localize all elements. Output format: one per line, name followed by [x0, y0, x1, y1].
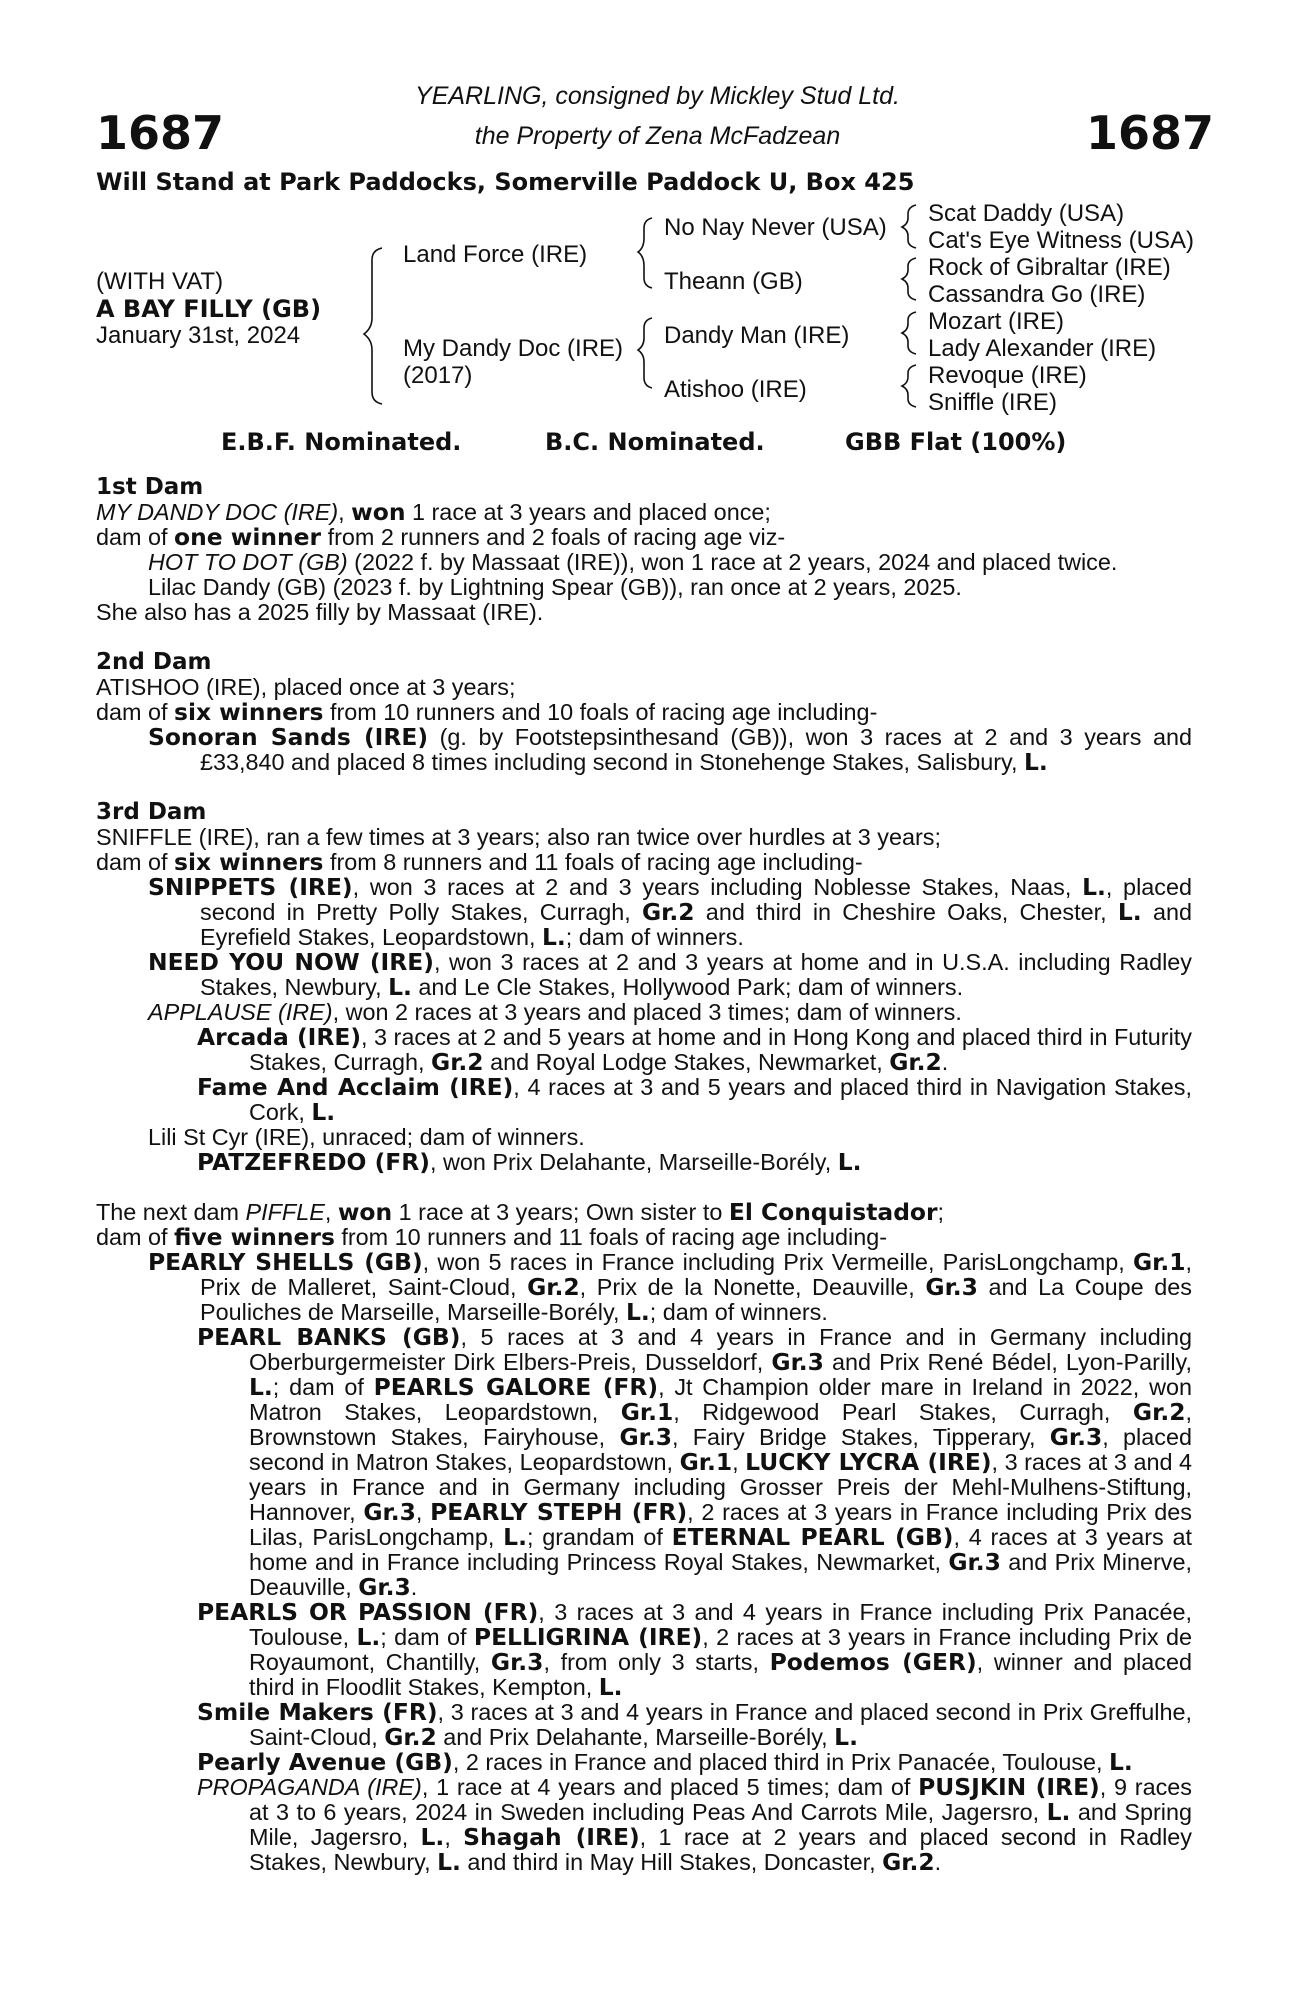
foal-entry: She also has a 2025 filly by Massaat (IRE).	[96, 599, 544, 625]
pedigree-sss: Scat Daddy (USA)	[928, 200, 1125, 227]
pedigree-ddd: Sniffle (IRE)	[928, 389, 1057, 416]
progeny-entry: PEARLY SHELLS (GB), won 5 races in France including Prix Vermeille, ParisLongchamp, Gr.1, Prix de Malleret, Saint-Cloud, Gr.2, Prix de la Nonette, Deauville, Gr.3 and La Coupe des Pouliches de Marseille, Marseille-Borély, L.; dam of winners.	[148, 1248, 1192, 1326]
catalogue-body	[96, 475, 1192, 1875]
pedigree-dsd: Lady Alexander (IRE)	[928, 335, 1157, 362]
pedigree-dam: My Dandy Doc (IRE)	[403, 335, 624, 362]
first-dam-heading: 1st Dam	[96, 474, 204, 500]
lot-number-left: 1687	[96, 106, 225, 160]
horse-name: A BAY FILLY (GB)	[96, 295, 322, 323]
pedigree-dds: Revoque (IRE)	[928, 362, 1087, 389]
second-dam-para: ATISHOO (IRE), placed once at 3 years; dam of six winners from 10 runners and 10 foals of racing age including-	[96, 674, 878, 726]
pedigree-sire: Land Force (IRE)	[403, 241, 588, 268]
progeny-entry: APPLAUSE (IRE), won 2 races at 3 years and placed 3 times; dam of winners.	[148, 999, 962, 1025]
first-dam-para: MY DANDY DOC (IRE), won 1 race at 3 years and placed once; dam of one winner from 2 runners and 2 foals of racing age viz-	[96, 498, 786, 551]
foal-entry: Lilac Dandy (GB) (2023 f. by Lightning Spear (GB)), ran once at 2 years, 2025.	[148, 574, 962, 600]
progeny-entry: PROPAGANDA (IRE), 1 race at 4 years and placed 5 times; dam of PUSJKIN (IRE), 9 races at 3 to 6 years, 2024 in Sweden including Peas And Carrots Mile, Jagersro, L. and Spring Mile, Jagersro, L., Shagah (IRE), 1 race at 2 years and placed second in Radley Stakes, Newbury, L. and third in May Hill Stakes, Doncaster, Gr.2.	[197, 1773, 1193, 1876]
ebf-nomination: E.B.F. Nominated.	[221, 428, 462, 456]
progeny-entry: Fame And Acclaim (IRE), 4 races at 3 and 5 years and placed third in Navigation Stakes, Cork, L.	[197, 1073, 1192, 1126]
pedigree-dam-year: (2017)	[403, 362, 473, 389]
lot-number-right: 1687	[1085, 106, 1214, 160]
second-dam-heading: 2nd Dam	[96, 649, 212, 675]
pedigree-dam-dam: Atishoo (IRE)	[664, 376, 807, 403]
progeny-entry: Sonoran Sands (IRE) (g. by Footstepsinthesand (GB)), won 3 races at 2 and 3 years and £33,840 and placed 8 times including second in Stonehenge Stakes, Salisbury, L.	[148, 723, 1192, 776]
progeny-entry: Pearly Avenue (GB), 2 races in France and placed third in Prix Panacée, Toulouse, L.	[197, 1748, 1133, 1776]
property-line: the Property of Zena McFadzean	[474, 122, 841, 150]
pedigree-sire-sire: No Nay Never (USA)	[664, 214, 887, 241]
progeny-entry: SNIPPETS (IRE), won 3 races at 2 and 3 years including Noblesse Stakes, Naas, L., placed second in Pretty Polly Stakes, Curragh, Gr.2 and third in Cheshire Oaks, Chester, L. and Eyrefield Stakes, Leopardstown, L.; dam of winners.	[148, 873, 1192, 951]
pedigree-sdd: Cassandra Go (IRE)	[928, 281, 1146, 308]
pedigree-dam-sire: Dandy Man (IRE)	[664, 322, 850, 349]
horse-dob: January 31st, 2024	[96, 322, 301, 349]
foal-entry: HOT TO DOT (GB) (2022 f. by Massaat (IRE)), won 1 race at 2 years, 2024 and placed twice.	[148, 549, 1118, 575]
progeny-entry: Arcada (IRE), 3 races at 2 and 5 years at home and in Hong Kong and placed third in Futurity Stakes, Curragh, Gr.2 and Royal Lodge Stakes, Newmarket, Gr.2.	[197, 1023, 1192, 1076]
pedigree-sds: Rock of Gibraltar (IRE)	[928, 254, 1171, 281]
third-dam-para: SNIFFLE (IRE), ran a few times at 3 years; also ran twice over hurdles at 3 years; dam of six winners from 8 runners and 11 foals of racing age including-	[96, 824, 941, 876]
progeny-entry: PATZEFREDO (FR), won Prix Delahante, Marseille-Borély, L.	[197, 1148, 862, 1176]
progeny-entry: NEED YOU NOW (IRE), won 3 races at 2 and 3 years at home and in U.S.A. including Radley Stakes, Newbury, L. and Le Cle Stakes, Hollywood Park; dam of winners.	[148, 948, 1193, 1001]
progeny-entry: PEARLS OR PASSION (FR), 3 races at 3 and 4 years in France including Prix Panacée, Toulouse, L.; dam of PELLIGRINA (IRE), 2 races at 3 years in France including Prix de Royaumont, Chantilly, Gr.3, from only 3 starts, Podemos (GER), winner and placed third in Floodlit Stakes, Kempton, L.	[197, 1598, 1192, 1701]
vat-note: (WITH VAT)	[96, 268, 224, 295]
next-dam-para: The next dam PIFFLE, won 1 race at 3 years; Own sister to El Conquistador; dam of five winners from 10 runners and 11 foals of racing age including-	[96, 1198, 945, 1251]
pedigree-sire-dam: Theann (GB)	[664, 268, 803, 295]
consignor-line: YEARLING, consigned by Mickley Stud Ltd.	[415, 82, 900, 110]
bc-nomination: B.C. Nominated.	[545, 428, 765, 456]
pedigree-ssd: Cat's Eye Witness (USA)	[928, 227, 1194, 254]
gbb-nomination: GBB Flat (100%)	[845, 428, 1067, 456]
pedigree-dss: Mozart (IRE)	[928, 308, 1065, 335]
progeny-entry: PEARL BANKS (GB), 5 races at 3 and 4 years in France and in Germany including Oberburgermeister Dirk Elbers-Preis, Dusseldorf, Gr.3 and Prix René Bédel, Lyon-Parilly, L.; dam of PEARLS GALORE (FR), Jt Champion older mare in Ireland in 2022, won Matron Stakes, Leopardstown, Gr.1, Ridgewood Pearl Stakes, Curragh, Gr.2, Brownstown Stakes, Fairyhouse, Gr.3, Fairy Bridge Stakes, Tipperary, Gr.3, placed second in Matron Stakes, Leopardstown, Gr.1, LUCKY LYCRA (IRE), 3 races at 3 and 4 years in France and in Germany including Grosser Preis der Mehl-Mulhens-Stiftung, Hannover, Gr.3, PEARLY STEPH (FR), 2 races at 3 years in France including Prix des Lilas, ParisLongchamp, L.; grandam of ETERNAL PEARL (GB), 4 races at 3 years at home and in France including Princess Royal Stakes, Newmarket, Gr.3 and Prix Minerve, Deauville, Gr.3.	[197, 1323, 1193, 1601]
stand-location: Will Stand at Park Paddocks, Somerville Paddock U, Box 425	[96, 168, 915, 196]
third-dam-heading: 3rd Dam	[96, 799, 207, 825]
progeny-entry: Lili St Cyr (IRE), unraced; dam of winners.	[148, 1124, 585, 1150]
progeny-entry: Smile Makers (FR), 3 races at 3 and 4 years in France and placed second in Prix Greffulhe, Saint-Cloud, Gr.2 and Prix Delahante, Marseille-Borély, L.	[197, 1698, 1193, 1751]
